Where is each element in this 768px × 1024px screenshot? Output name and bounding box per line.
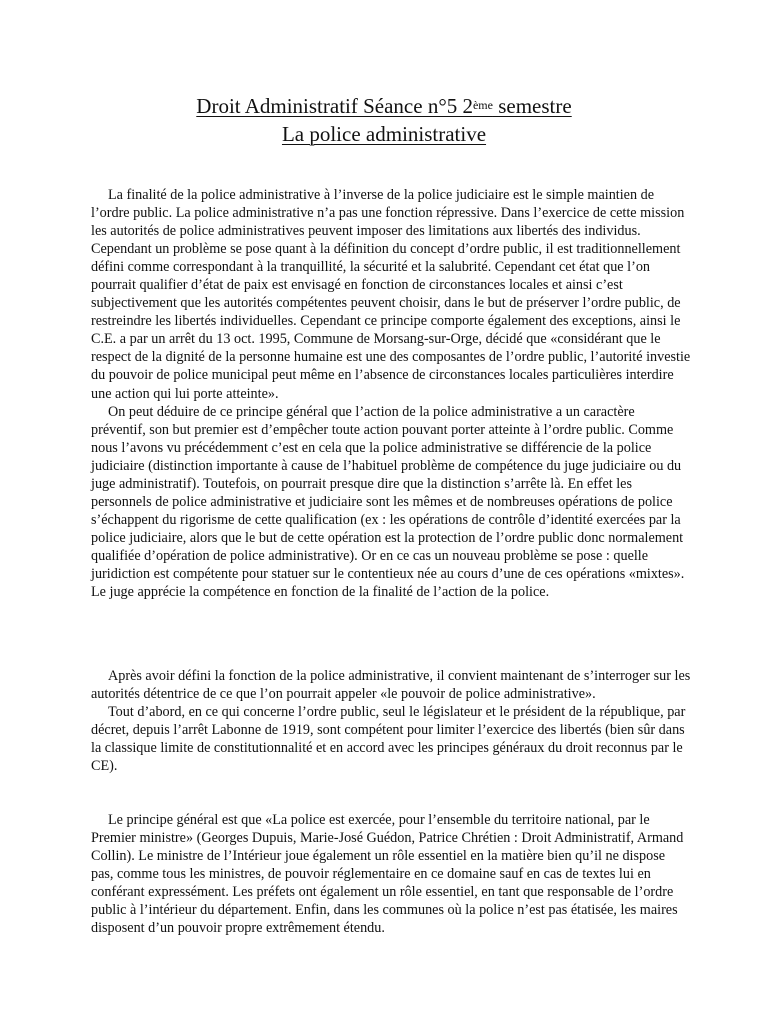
title-line-2: La police administrative (281, 122, 487, 146)
body-section-1 (91, 186, 691, 601)
title-line-1-suffix: semestre (492, 94, 572, 118)
title-line-1 (0, 92, 768, 120)
title-line-1-prefix: Droit Administratif Séance n°5 2 (196, 94, 473, 118)
body-section-3 (91, 811, 691, 937)
paragraph-5: Le principe général est que «La police est exercée, pour l’ensemble du territoire national, par le Premier ministre» (Georges Dupuis, Marie-José Guédon, Patrice Chrétien : Droit Administratif, Armand Collin). Le ministre de l’Intérieur joue également un rôle essentiel en la matière bien qu’il ne dispose pas, comme tous les ministres, de pouvoir réglementaire en ce domaine sauf en cas de textes lui en conférant expressément. Les préfets ont également un rôle essentiel, en tant que responsable de l’ordre public à l’intérieur du département. Enfin, dans les communes où la police n’est pas étatisée, les maires disposent d’un pouvoir propre extrêmement étendu. (91, 812, 684, 937)
paragraph-4: Tout d’abord, en ce qui concerne l’ordre public, seul le législateur et le président de la république, par décret, depuis l’arrêt Labonne de 1919, sont compétent pour limiter l’exercice des libertés (bien sûr dans la classique limite de constitutionnalité et en accord avec les principes généraux du droit reconnus par le CE). (91, 704, 686, 775)
body-section-2 (91, 667, 691, 775)
paragraph-2: On peut déduire de ce principe général que l’action de la police administrative a un caractère préventif, son but premier est d’empêcher toute action pouvant porter atteinte à l’ordre public. Comme nous l’avons vu précédemment c’est en cela que la police administrative se différencie de la police judiciaire (distinction importante à cause de l’habituel problème de compétence du juge judiciaire ou du juge administratif). Toutefois, on pourrait presque dire que la distinction s’arrête là. En effet les personnels de police administrative et judiciaire sont les mêmes et de nombreuses opérations de police s’échappent du rigorisme de cette qualification (ex : les opérations de contrôle d’identité exercées par la police judiciaire, alors que le but de cette opération est la protection de l’ordre public donc normalement qualifiée d’opération de police administrative). Or en ce cas un nouveau problème se pose : quelle juridiction est compétente pour statuer sur le contentieux née au cours d’une de ces opérations «mixtes». Le juge apprécie la compétence en fonction de la finalité de l’action de la police. (91, 403, 685, 601)
document-title (0, 92, 768, 148)
paragraph-1: La finalité de la police administrative à l’inverse de la police judiciaire est le simple maintien de l’ordre public. La police administrative n’a pas une fonction répressive. Dans l’exercice de cette mission les autorités de police administratives peuvent imposer des limitations aux libertés des individus. Cependant un problème se pose quant à la définition du concept d’ordre public, il est traditionnellement défini comme correspondant à la tranquillité, la sécurité et la salubrité. Cependant cet état que l’on pourrait qualifier d’état de paix est envisagé en fonction de circonstances locales et ainsi c’est subjectivement que les autorités compétentes peuvent choisir, dans le but de préserver l’ordre public, de restreindre les libertés individuelles. Cependant ce principe comporte également des exceptions, ainsi le C.E. a par un arrêt du 13 oct. 1995, Commune de Morsang-sur-Orge, décidé que «considérant que le respect de la dignité de la personne humaine est une des composantes de l’ordre public, l’autorité investie du pouvoir de police municipal peut même en l’absence de circonstances locales particulières interdire une action qui lui porte atteinte». (91, 187, 691, 402)
paragraph-3: Après avoir défini la fonction de la police administrative, il convient maintenant de s’interroger sur les autorités détentrice de ce que l’on pourrait appeler «le pouvoir de police administrative». (91, 668, 691, 703)
title-superscript: ème (472, 98, 493, 112)
